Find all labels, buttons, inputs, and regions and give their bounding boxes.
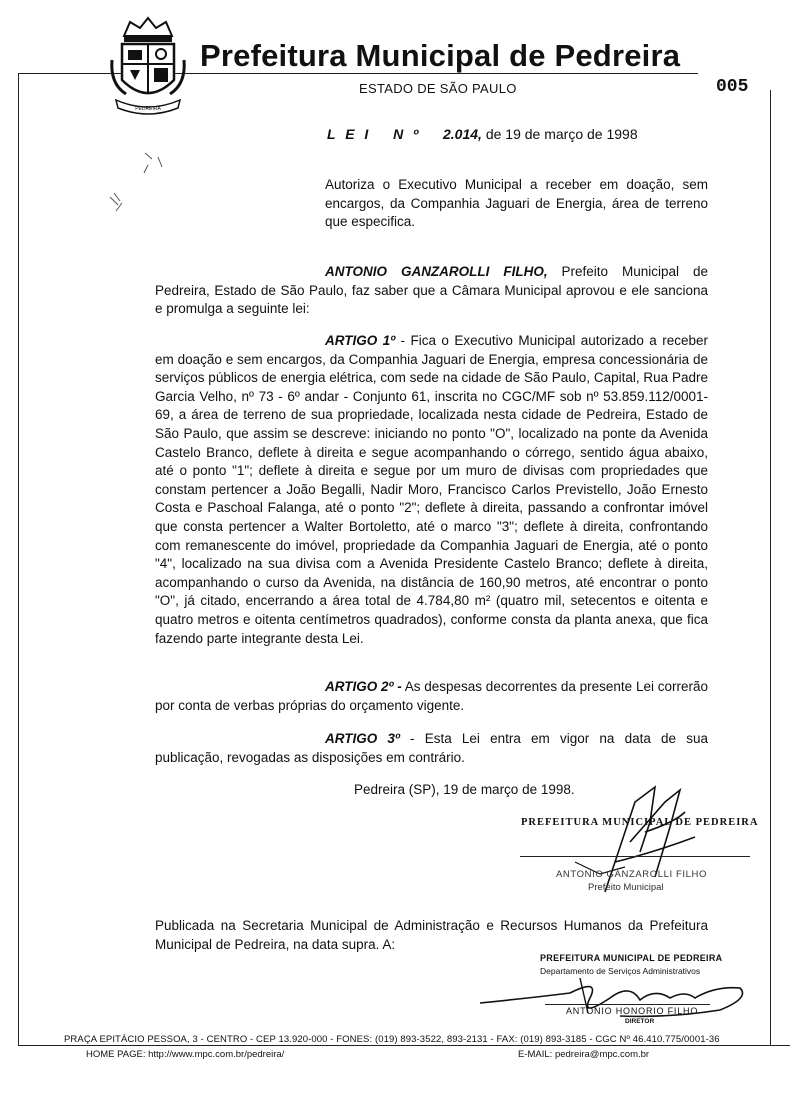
signature2-line <box>545 1004 710 1005</box>
frame-line-right <box>770 90 771 1045</box>
law-number: 2.014, <box>443 126 482 142</box>
crest-text-top: PEDREIRA <box>129 30 167 37</box>
coat-of-arms-icon <box>108 14 188 118</box>
frame-line-bottom <box>18 1045 790 1046</box>
crest-text-bottom: PEDREIRA <box>135 106 161 112</box>
frame-line-left <box>18 73 19 1045</box>
mayor-name: ANTONIO GANZAROLLI FILHO, <box>325 264 548 279</box>
page-title: Prefeitura Municipal de Pedreira <box>200 38 681 73</box>
footer-homepage: HOME PAGE: http://www.mpc.com.br/pedreira/ <box>86 1049 285 1060</box>
law-date: de 19 de março de 1998 <box>485 126 638 142</box>
preamble-text: Prefeito Municipal de Pedreira, Estado de São Paulo, faz saber que a Câmara Municipal aprovou e ele sanciona e promulga a seguinte lei: <box>155 264 708 317</box>
page-number: 005 <box>716 77 749 97</box>
publication-paragraph: Publicada na Secretaria Municipal de Administração e Recursos Humanos da Prefeitura Municipal de Pedreira, na data supra. A: <box>155 918 708 952</box>
signature2-stamp-title: PREFEITURA MUNICIPAL DE PEDREIRA <box>540 953 723 963</box>
signature2-department: Departamento de Serviços Administrativos <box>540 966 701 976</box>
place-date: Pedreira (SP), 19 de março de 1998. <box>354 782 575 797</box>
artigo-1-text: - Fica o Executivo Municipal autorizado a receber em doação e sem encargos, da Companhia Jaguari de Energia, empresa concessionária de serviços públicos de energia elétrica, com sede na cidade de São Paulo, Capital, Rua Padre Garcia Velho, nº 73 - 6º andar - Conjunto 61, inscrita no CGC/MF sob nº 53.859.112/0001-69, a área de terreno de sua propriedade, localizada nesta cidade de Pedreira, Estado de São Paulo, que assim se descreve: iniciando no ponto "O", localizado na ponte da Avenida Castelo Branco, deflete à direita e segue acompanhando o córrego, sentido água abaixo, até o ponto "1"; deflete à direita e segue por um muro de divisas com propriedades que constam pertencer a João Begalli, Nadir Moro, Francisco Carlos Previstello, João Ernesto Costa e Paschoal Falanga, até o ponto "2"; deflete à direita, passando a confrontar imóvel que consta pertencer a Walter Bortoletto, até o marco "3"; deflete à direita, confrontando com remanescente do imóvel, propriedade da Companhia Jaguari de Energia, até o ponto "4", localizado na sua divisa com a Avenida Presidente Castelo Branco; deflete à direita, acompanhando o curso da Avenida, na distância de 160,90 metros, até encontrar o ponto "O", já citado, encerrando a área total de 4.784,80 m² (quatro mil, setecentos e oitenta e quatro metros e oitenta centímetros quadrados), conforme consta da planta anexa, que fica fazendo parte integrante desta Lei. <box>155 333 708 646</box>
law-ementa: Autoriza o Executivo Municipal a receber em doação, sem encargos, da Companhia Jaguari de Energia, área de terreno que especifica. <box>325 177 708 229</box>
footer-email: E-MAIL: pedreira@mpc.com.br <box>518 1049 650 1060</box>
director-signature <box>470 968 760 1028</box>
signature2-name: ANTONIO HONORIO FILHO <box>566 1006 699 1016</box>
artigo-2-text: As despesas decorrentes da presente Lei correrão por conta de verbas próprias do orçamento vigente. <box>155 679 708 713</box>
signature1-line <box>520 856 750 857</box>
artigo-3-label: ARTIGO 3º <box>325 731 400 746</box>
scan-smudge <box>100 145 200 225</box>
artigo-3-text: - Esta Lei entra em vigor na data de sua publicação, revogadas as disposições em contrário. <box>155 731 708 765</box>
artigo-1-paragraph <box>155 332 708 648</box>
state-subtitle: ESTADO DE SÃO PAULO <box>359 81 517 96</box>
signature1-name: ANTONIO GANZAROLLI FILHO <box>556 869 707 880</box>
artigo-2-paragraph <box>155 678 708 715</box>
law-title <box>327 126 638 142</box>
law-prefix: L E I <box>327 126 372 142</box>
artigo-2-label: ARTIGO 2º - <box>325 679 402 694</box>
preamble-paragraph <box>155 263 708 319</box>
artigo-1-label: ARTIGO 1º <box>325 333 396 348</box>
footer-address: PRAÇA EPITÁCIO PESSOA, 3 - CENTRO - CEP 13.920-000 - FONES: (019) 893-3522, 893-2131 - FAX: (019) 893-3185 - CGC Nº 46.410.775/0001-36 <box>64 1034 720 1045</box>
signature2-role: DIRETOR <box>625 1018 655 1025</box>
law-number-label: N º <box>393 126 422 142</box>
signature1-role: Prefeito Municipal <box>588 882 664 893</box>
artigo-3-paragraph <box>155 730 708 767</box>
signature1-stamp-title: PREFEITURA MUNICIPAL DE PEDREIRA <box>521 817 759 828</box>
